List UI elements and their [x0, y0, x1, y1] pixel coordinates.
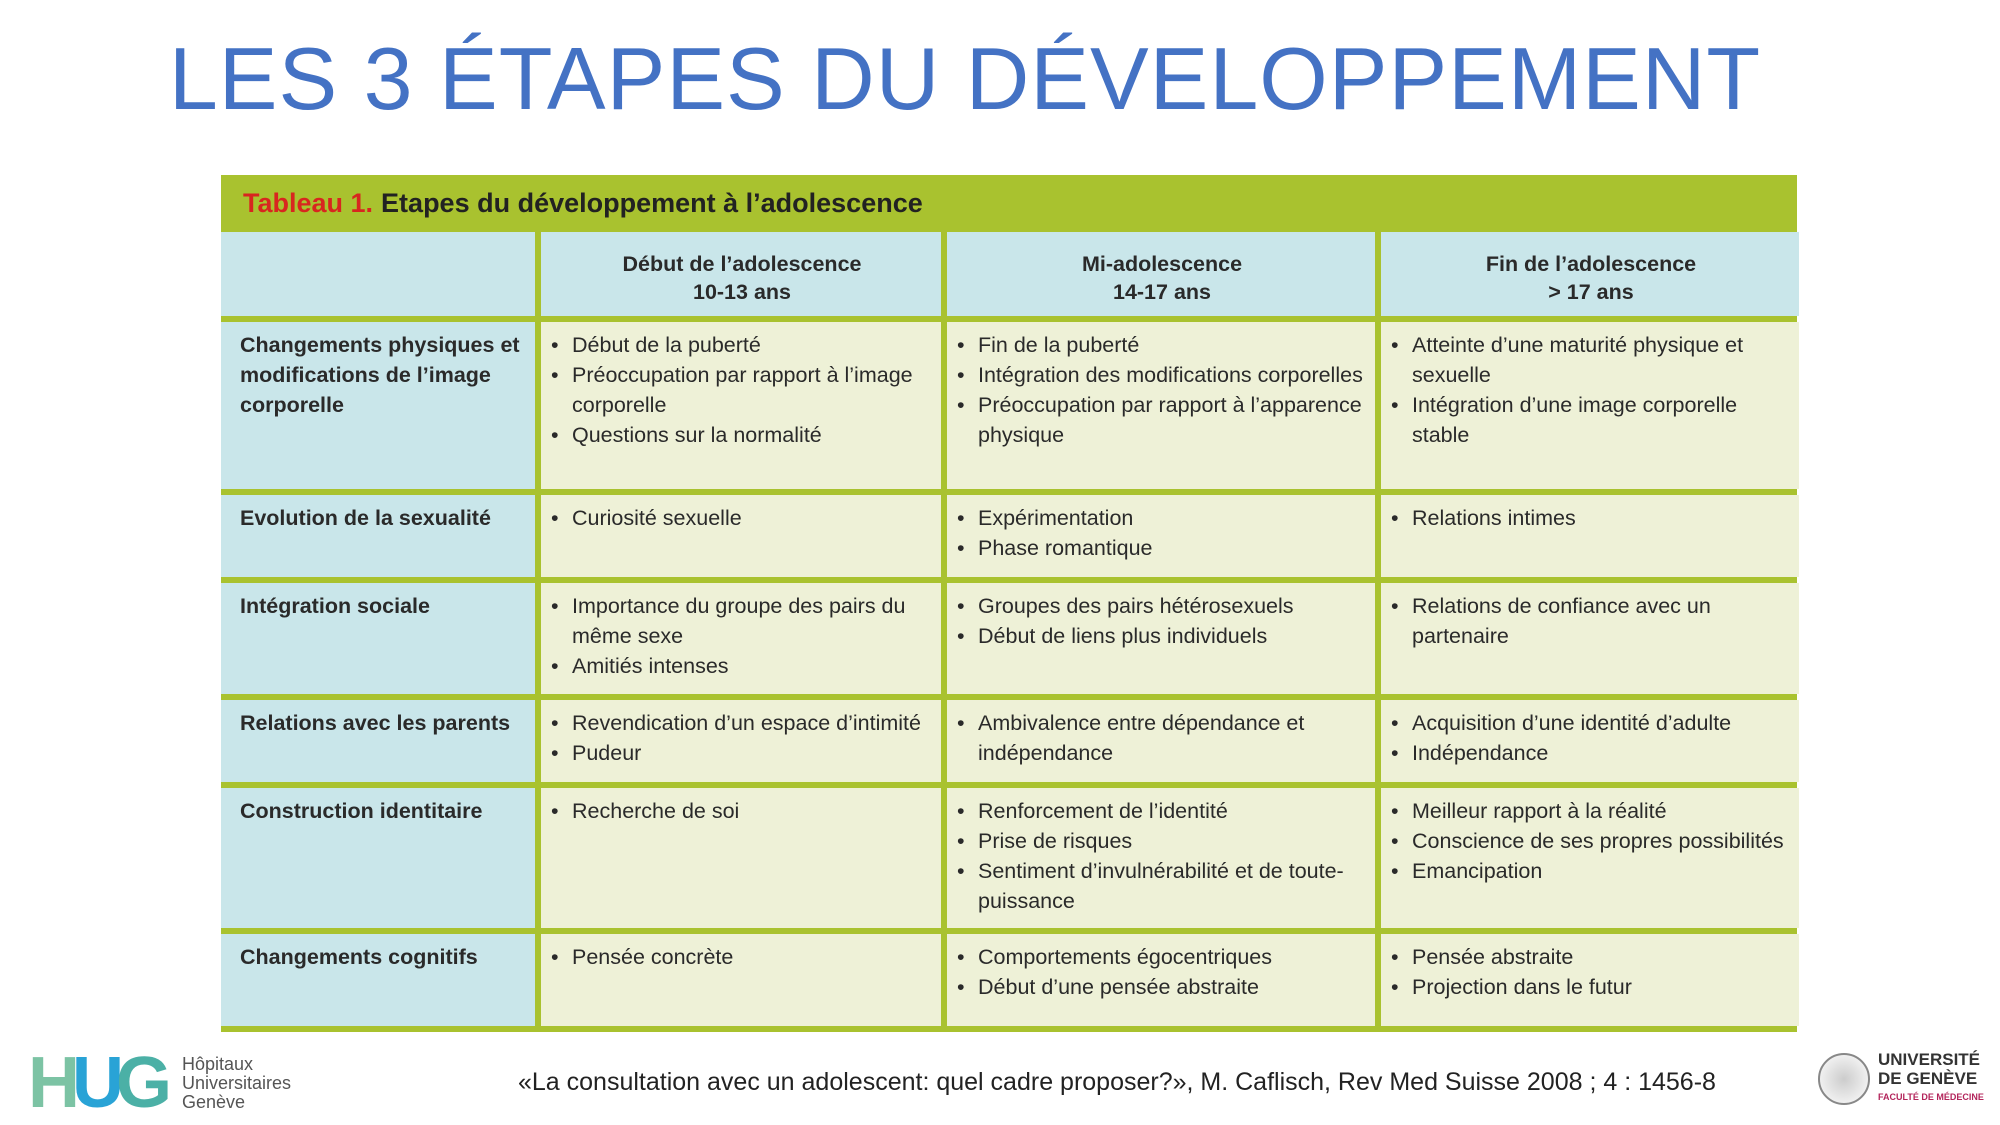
bullet-list	[551, 708, 933, 768]
list-item: • Meilleur rapport à la réalité	[1391, 796, 1791, 826]
caption-label: Tableau 1.	[243, 188, 374, 218]
list-item: • Atteinte d’une maturité physique et sexuelle	[1391, 330, 1791, 390]
table-cell	[1381, 788, 1799, 928]
caption-text: Etapes du développement à l’adolescence	[381, 188, 923, 218]
list-item: • Relations de confiance avec un partenaire	[1391, 591, 1791, 651]
bullet-list	[957, 708, 1367, 768]
table-cell	[541, 934, 941, 1026]
unige-seal-icon	[1818, 1053, 1870, 1105]
list-item: • Début de liens plus individuels	[957, 621, 1367, 651]
list-item: • Renforcement de l’identité	[957, 796, 1367, 826]
table-cell	[541, 322, 941, 489]
list-item: • Expérimentation	[957, 503, 1367, 533]
bullet-list	[957, 796, 1367, 916]
list-item: • Phase romantique	[957, 533, 1367, 563]
table-cell	[1381, 583, 1799, 694]
list-item: • Emancipation	[1391, 856, 1791, 886]
list-item: • Intégration d’une image corporelle stable	[1391, 390, 1791, 450]
list-item: • Indépendance	[1391, 738, 1791, 768]
slide-title: LES 3 ÉTAPES DU DÉVELOPPEMENT	[168, 29, 1762, 128]
bullet-list	[1391, 796, 1791, 886]
table-cell	[1381, 700, 1799, 782]
unige-sub: FACULTÉ DE MÉDECINE	[1878, 1092, 1984, 1102]
list-item: • Comportements égocentriques	[957, 942, 1367, 972]
column-header-name: Début de l’adolescence	[622, 252, 862, 276]
bullet-list	[957, 591, 1367, 651]
column-header-age: 10-13 ans	[692, 280, 791, 304]
list-item: • Début de la puberté	[551, 330, 933, 360]
column-header-name: Mi-adolescence	[1081, 252, 1243, 276]
row-label: Relations avec les parents	[221, 700, 535, 782]
column-header-age: > 17 ans	[1548, 280, 1634, 304]
list-item: • Recherche de soi	[551, 796, 933, 826]
hug-logo	[28, 1043, 292, 1123]
bullet-list	[957, 330, 1367, 450]
development-table	[221, 175, 1797, 1032]
list-item: • Préoccupation par rapport à l’image corporelle	[551, 360, 933, 420]
bullet-list	[1391, 591, 1791, 651]
table-grid	[221, 232, 1797, 1032]
hug-mark: HUG	[28, 1043, 165, 1123]
column-header-name: Fin de l’adolescence	[1485, 252, 1697, 276]
bullet-list	[551, 591, 933, 681]
hug-text	[182, 1055, 291, 1112]
list-item: • Préoccupation par rapport à l’apparence physique	[957, 390, 1367, 450]
list-item: • Intégration des modifications corporelles	[957, 360, 1367, 390]
unige-line: DE GENÈVE	[1878, 1069, 1978, 1088]
bullet-list	[957, 503, 1367, 563]
list-item: • Groupes des pairs hétérosexuels	[957, 591, 1367, 621]
list-item: • Questions sur la normalité	[551, 420, 933, 450]
column-header	[541, 232, 941, 316]
bullet-list	[551, 503, 933, 533]
header-empty	[221, 232, 535, 316]
citation: «La consultation avec un adolescent: quel cadre proposer?», M. Caflisch, Rev Med Suisse 2008 ; 4 : 1456-8	[518, 1068, 1716, 1096]
bullet-list	[1391, 330, 1791, 450]
row-label: Evolution de la sexualité	[221, 495, 535, 577]
list-item: • Pensée concrète	[551, 942, 933, 972]
bullet-list	[1391, 708, 1791, 768]
table-cell	[541, 700, 941, 782]
column-header-age: 14-17 ans	[1112, 280, 1211, 304]
list-item: • Revendication d’un espace d’intimité	[551, 708, 933, 738]
row-label: Construction identitaire	[221, 788, 535, 928]
list-item: • Fin de la puberté	[957, 330, 1367, 360]
column-header	[1381, 232, 1799, 316]
row-label: Changements cognitifs	[221, 934, 535, 1026]
table-cell	[541, 495, 941, 577]
table-cell	[947, 583, 1375, 694]
table-cell	[1381, 322, 1799, 489]
bullet-list	[551, 330, 933, 450]
bullet-list	[1391, 503, 1791, 533]
list-item: • Sentiment d’invulnérabilité et de toute-puissance	[957, 856, 1367, 916]
list-item: • Importance du groupe des pairs du même sexe	[551, 591, 933, 651]
list-item: • Relations intimes	[1391, 503, 1791, 533]
list-item: • Pudeur	[551, 738, 933, 768]
hug-line: Universitaires	[182, 1072, 292, 1093]
bullet-list	[551, 942, 933, 972]
bullet-list	[1391, 942, 1791, 1002]
list-item: • Pensée abstraite	[1391, 942, 1791, 972]
list-item: • Curiosité sexuelle	[551, 503, 933, 533]
hug-line: Hôpitaux	[182, 1053, 254, 1074]
row-label: Changements physiques et modifications de l’image corporelle	[221, 322, 535, 489]
unige-logo	[1818, 1050, 1984, 1107]
table-cell	[947, 322, 1375, 489]
table-cell	[541, 583, 941, 694]
list-item: • Acquisition d’une identité d’adulte	[1391, 708, 1791, 738]
unige-line: UNIVERSITÉ	[1878, 1050, 1981, 1069]
table-cell	[947, 934, 1375, 1026]
list-item: • Conscience de ses propres possibilités	[1391, 826, 1791, 856]
list-item: • Amitiés intenses	[551, 651, 933, 681]
table-cell	[1381, 934, 1799, 1026]
list-item: • Début d’une pensée abstraite	[957, 972, 1367, 1002]
hug-line: Genève	[182, 1091, 246, 1112]
table-cell	[1381, 495, 1799, 577]
table-cell	[947, 788, 1375, 928]
table-cell	[541, 788, 941, 928]
bullet-list	[551, 796, 933, 826]
list-item: • Prise de risques	[957, 826, 1367, 856]
bullet-list	[957, 942, 1367, 1002]
row-label: Intégration sociale	[221, 583, 535, 694]
table-cell	[947, 700, 1375, 782]
list-item: • Ambivalence entre dépendance et indépendance	[957, 708, 1367, 768]
table-cell	[947, 495, 1375, 577]
list-item: • Projection dans le futur	[1391, 972, 1791, 1002]
table-caption	[221, 175, 1797, 232]
column-header	[947, 232, 1375, 316]
